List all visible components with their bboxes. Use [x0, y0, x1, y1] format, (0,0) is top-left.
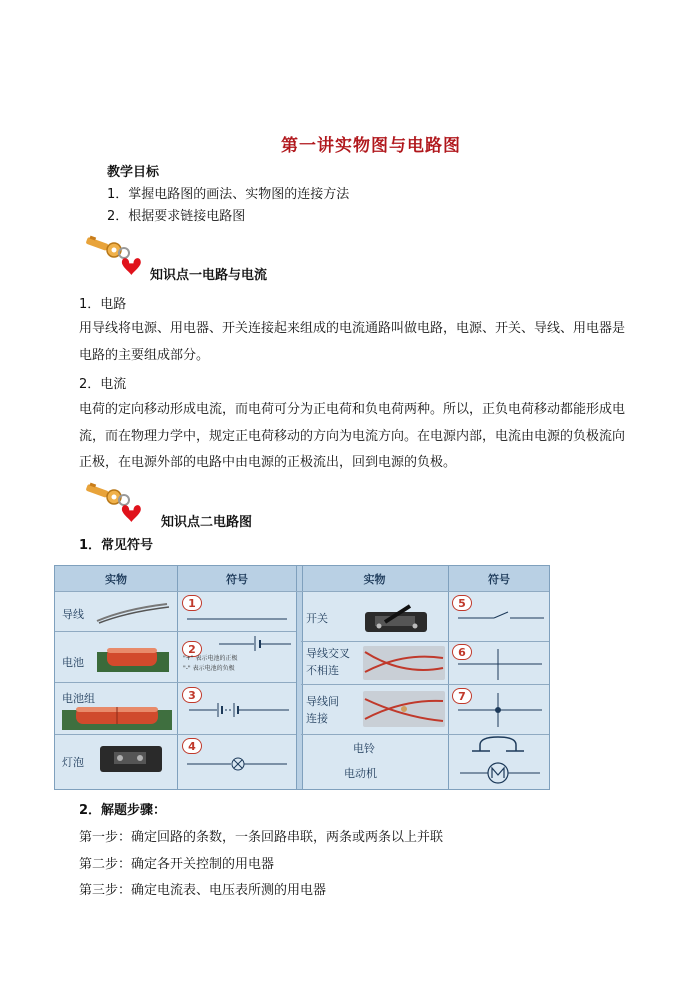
- symbols-table: [54, 565, 550, 790]
- battery-symbol: [179, 633, 295, 653]
- row-label-switch: 开关: [306, 612, 328, 625]
- symbol-number: 5: [452, 595, 472, 611]
- symbol-number: 2: [182, 641, 202, 657]
- paragraph-line: 正极，在电源外部的电路中由电源的正极流出，回到电源的负极。: [79, 455, 457, 470]
- switch-photo: [365, 602, 431, 634]
- row-label-bulb: 灯泡: [62, 756, 84, 769]
- kp1-section1-text: [79, 316, 669, 369]
- goals-heading: 教学目标: [107, 165, 160, 180]
- divider: [448, 566, 449, 789]
- divider: [55, 734, 296, 735]
- battery-pack-symbol: [179, 700, 295, 720]
- bell-motor-symbol: [450, 735, 550, 789]
- goal-item: 2．根据要求链接电路图: [107, 209, 246, 224]
- wire-photo: [95, 601, 170, 625]
- wire-symbol: [179, 593, 295, 631]
- row-label-battery: 电池: [62, 656, 84, 669]
- symbol-number: 4: [182, 738, 202, 754]
- paragraph-line: 电荷的定向移动形成电流，而电荷可分为正电荷和负电荷两种。所以，正负电荷移动都能形成电: [79, 402, 626, 417]
- kp2-heading: 知识点二电路图: [161, 515, 253, 530]
- divider: [296, 566, 303, 789]
- divider: [55, 682, 296, 683]
- kp1-section2-text: [79, 397, 669, 477]
- paragraph-line: 用导线将电源、用电器、开关连接起来组成的电流通路叫做电路，电源、开关、导线、用电器是: [79, 321, 626, 336]
- goal-item: 1．掌握电路图的画法、实物图的连接方法: [107, 187, 350, 202]
- divider: [301, 641, 549, 642]
- row-label-wire: 导线: [62, 608, 84, 621]
- symbol-number: 1: [182, 595, 202, 611]
- bulb-photo: [100, 742, 162, 774]
- battery-pack-photo: [62, 706, 172, 732]
- kp1-section1-title: 1．电路: [79, 297, 127, 312]
- paragraph-line: 电路的主要组成部分。: [79, 347, 210, 363]
- row-label-motor: 电动机: [344, 767, 377, 780]
- symbol-number: 7: [452, 688, 472, 704]
- paragraph-line: 流，而在物理力学中，规定正电荷移动的方向为电流方向。在电源内部，电流由电源的负极流向: [79, 428, 626, 444]
- kp2-section1-title: 1．常见符号: [79, 538, 154, 553]
- row-label-battery-pack: 电池组: [62, 692, 95, 705]
- kp1-section2-title: 2．电流: [79, 377, 127, 392]
- divider: [55, 591, 549, 592]
- divider: [55, 631, 296, 632]
- step-item: 第三步：确定电流表、电压表所测的用电器: [79, 883, 327, 898]
- symbol-number: 6: [452, 644, 472, 660]
- divider: [177, 566, 178, 789]
- switch-symbol: [450, 604, 550, 628]
- table-header: 符号: [449, 566, 549, 591]
- row-label-bell: 电铃: [353, 742, 375, 755]
- table-header: 实物: [301, 566, 448, 591]
- symbol-number: 3: [182, 687, 202, 703]
- row-label-junction: 导线间 连接: [306, 695, 339, 725]
- page-title: 第一讲实物图与电路图: [281, 136, 461, 156]
- divider: [301, 684, 549, 685]
- key-heart-icon: [84, 234, 148, 278]
- battery-note: "+" 表示电池的正极: [183, 655, 238, 662]
- junction-symbol: [450, 690, 550, 730]
- joined-wires-photo: [363, 691, 445, 727]
- crossing-symbol: [450, 646, 550, 682]
- row-label-crossing: 导线交叉 不相连: [306, 647, 350, 677]
- key-heart-icon: [84, 481, 148, 525]
- step-item: 第二步：确定各开关控制的用电器: [79, 857, 275, 872]
- table-header: 符号: [178, 566, 296, 591]
- battery-photo: [95, 640, 173, 676]
- lamp-symbol: [179, 752, 295, 776]
- steps-heading: 2．解题步骤：: [79, 803, 167, 818]
- battery-note: "-" 表示电池的负极: [183, 665, 235, 672]
- kp1-heading: 知识点一电路与电流: [150, 268, 268, 283]
- step-item: 第一步：确定回路的条数，一条回路串联，两条或两条以上并联: [79, 830, 444, 845]
- crossing-wires-photo: [363, 646, 445, 680]
- table-header: 实物: [55, 566, 177, 591]
